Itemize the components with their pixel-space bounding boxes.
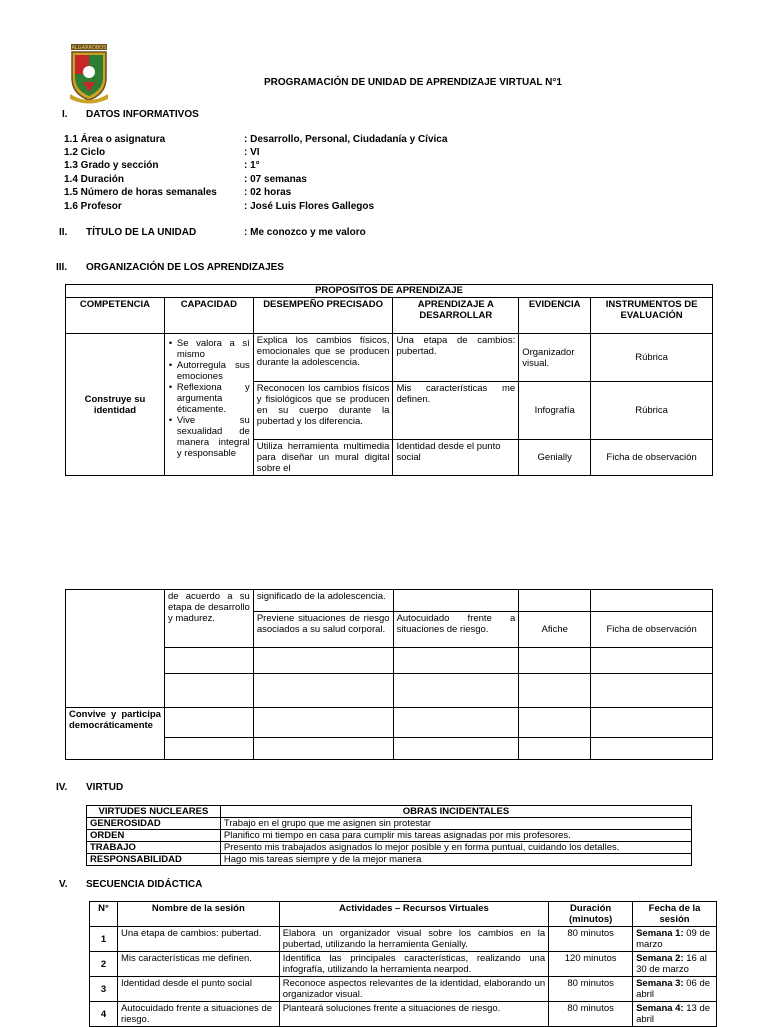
session-date xyxy=(633,977,717,1002)
session-week: Semana 2: xyxy=(636,953,684,964)
empty-cell xyxy=(253,708,393,738)
section-4-title: VIRTUD xyxy=(86,782,124,793)
unit-title-value: : Me conozco y me valoro xyxy=(244,227,366,238)
aprendizaje-cell: Una etapa de cambios: pubertad. xyxy=(393,334,519,382)
session-date-text: 06 de abril xyxy=(636,978,711,1000)
col-header-sesion: Nombre de la sesión xyxy=(117,902,279,927)
desempeno-cell: Previene situaciones de riesgo asociados a su salud corporal. xyxy=(253,612,393,648)
session-activity: Elabora un organizador visual sobre los cambios en la pubertad, utilizando la herramienta Genially. xyxy=(279,927,548,952)
virtue-name: TRABAJO xyxy=(87,842,221,854)
learning-organization-table xyxy=(65,284,713,476)
empty-cell xyxy=(519,590,591,612)
info-row-ciclo: 1.2 Ciclo : VI xyxy=(64,147,260,158)
empty-cell xyxy=(591,708,713,738)
session-name: Autocuidado frente a situaciones de riesgo. xyxy=(117,1002,279,1027)
info-row-profesor: 1.6 Profesor : José Luis Flores Gallegos xyxy=(64,201,375,212)
session-date-text: 13 de abril xyxy=(636,1003,711,1025)
section-3-title: ORGANIZACIÓN DE LOS APRENDIZAJES xyxy=(86,262,284,273)
session-date xyxy=(633,952,717,977)
empty-cell xyxy=(393,590,519,612)
section-5-title: SECUENCIA DIDÁCTICA xyxy=(86,879,203,890)
svg-text:ALGARROBOS: ALGARROBOS xyxy=(71,45,107,51)
col-header-competencia: COMPETENCIA xyxy=(66,298,165,334)
session-week: Semana 4: xyxy=(636,1003,684,1014)
virtue-name: ORDEN xyxy=(87,830,221,842)
section-3-number: III. xyxy=(56,262,68,273)
capacidad-item: • Se valora a sí mismo xyxy=(177,338,250,360)
section-2-number: II. xyxy=(59,227,68,238)
empty-cell xyxy=(164,648,253,674)
session-duration: 80 minutos xyxy=(549,977,633,1002)
session-date xyxy=(633,927,717,952)
virtue-work: Presento mis trabajados asignados lo mejor posible y en forma puntual, cuidando los detalles. xyxy=(220,842,691,854)
session-activity: Planteará soluciones frente a situaciones de riesgo. xyxy=(279,1002,548,1027)
capacidad-item: • Vive su sexualidad de manera integral y responsable xyxy=(177,415,250,459)
empty-cell xyxy=(393,674,519,708)
instrumento-cell: Rúbrica xyxy=(591,382,713,440)
col-header-obras: OBRAS INCIDENTALES xyxy=(220,806,691,818)
evidencia-cell: Infografía xyxy=(519,382,591,440)
empty-cell xyxy=(253,648,393,674)
col-header-evidencia: EVIDENCIA xyxy=(519,298,591,334)
session-week: Semana 1: xyxy=(636,928,684,939)
col-header-aprendizaje: APRENDIZAJE A DESARROLLAR xyxy=(393,298,519,334)
desempeno-cell: Explica los cambios físicos, emocionales que se producen durante la adolescencia. xyxy=(253,334,393,382)
col-header-instrumentos: INSTRUMENTOS DE EVALUACIÓN xyxy=(591,298,713,334)
col-header-numero: N° xyxy=(90,902,118,927)
didactic-sequence-table xyxy=(89,901,717,1027)
virtue-work: Trabajo en el grupo que me asignen sin protestar xyxy=(220,818,691,830)
session-date xyxy=(633,1002,717,1027)
session-name: Identidad desde el punto social xyxy=(117,977,279,1002)
evidencia-cell: Genially xyxy=(519,440,591,476)
empty-cell xyxy=(253,738,393,760)
session-number: 4 xyxy=(90,1002,118,1027)
section-1-title: DATOS INFORMATIVOS xyxy=(86,109,199,120)
info-row-area: 1.1 Área o asignatura : Desarrollo, Personal, Ciudadanía y Cívica xyxy=(64,134,448,145)
col-header-actividades: Actividades – Recursos Virtuales xyxy=(279,902,548,927)
virtue-work: Planifico mi tiempo en casa para cumplir mis tareas asignadas por mis profesores. xyxy=(220,830,691,842)
instrumento-cell: Rúbrica xyxy=(591,334,713,382)
empty-cell xyxy=(393,708,519,738)
session-activity: Reconoce aspectos relevantes de la identidad, elaborando un organizador visual. xyxy=(279,977,548,1002)
empty-cell xyxy=(393,738,519,760)
instrumento-cell: Ficha de observación xyxy=(591,612,713,648)
aprendizaje-cell: Mis características me definen. xyxy=(393,382,519,440)
table-title: PROPOSITOS DE APRENDIZAJE xyxy=(66,285,713,298)
competencia-cell: Construye su identidad xyxy=(66,334,165,476)
empty-cell xyxy=(591,674,713,708)
session-date-text: 09 de marzo xyxy=(636,928,711,950)
desempeno-cell: Reconocen los cambios físicos y fisiológicos que se producen en su cuerpo durante la pubertad y los diferencia. xyxy=(253,382,393,440)
info-row-grado: 1.3 Grado y sección : 1° xyxy=(64,160,260,171)
capacidad-cell-continued: de acuerdo a su etapa de desarrollo y madurez. xyxy=(164,590,253,648)
session-number: 3 xyxy=(90,977,118,1002)
section-4-number: IV. xyxy=(56,782,68,793)
col-header-desempeno: DESEMPEÑO PRECISADO xyxy=(253,298,393,334)
competencia-cell-2: Convive y participa democráticamente xyxy=(66,708,165,760)
session-number: 1 xyxy=(90,927,118,952)
learning-organization-table-continued xyxy=(65,589,713,760)
empty-cell xyxy=(591,738,713,760)
empty-cell xyxy=(164,708,253,738)
empty-cell xyxy=(519,708,591,738)
capacidad-item: • Reflexiona y argumenta éticamente. xyxy=(177,382,250,415)
school-seal-logo xyxy=(68,42,110,104)
empty-cell xyxy=(164,738,253,760)
empty-cell xyxy=(519,648,591,674)
session-duration: 80 minutos xyxy=(549,927,633,952)
col-header-fecha: Fecha de la sesión xyxy=(633,902,717,927)
aprendizaje-cell: Identidad desde el punto social xyxy=(393,440,519,476)
desempeno-cell: Utiliza herramienta multimedia para diseñar un mural digital sobre el xyxy=(253,440,393,476)
col-header-virtudes: VIRTUDES NUCLEARES xyxy=(87,806,221,818)
empty-cell xyxy=(253,674,393,708)
empty-cell xyxy=(519,674,591,708)
desempeno-cell-continued: significado de la adolescencia. xyxy=(253,590,393,612)
aprendizaje-cell: Autocuidado frente a situaciones de riesgo. xyxy=(393,612,519,648)
section-5-number: V. xyxy=(59,879,68,890)
capacidad-cell xyxy=(164,334,253,476)
info-row-horas: 1.5 Número de horas semanales : 02 horas xyxy=(64,187,292,198)
empty-cell xyxy=(393,648,519,674)
session-activity: Identifica las principales características, realizando una infografía, utilizando la herramienta nearpod. xyxy=(279,952,548,977)
section-2-title: TÍTULO DE LA UNIDAD xyxy=(86,227,197,238)
col-header-duracion: Duración (minutos) xyxy=(549,902,633,927)
document-title: PROGRAMACIÓN DE UNIDAD DE APRENDIZAJE VIRTUAL N°1 xyxy=(264,77,562,88)
evidencia-cell: Afiche xyxy=(519,612,591,648)
session-name: Mis características me definen. xyxy=(117,952,279,977)
empty-cell xyxy=(519,738,591,760)
capacidad-item: • Autorregula sus emociones xyxy=(177,360,250,382)
section-1-number: I. xyxy=(62,109,68,120)
session-duration: 120 minutos xyxy=(549,952,633,977)
virtue-work: Hago mis tareas siempre y de la mejor manera xyxy=(220,854,691,866)
info-row-duracion: 1.4 Duración : 07 semanas xyxy=(64,174,307,185)
instrumento-cell: Ficha de observación xyxy=(591,440,713,476)
empty-cell xyxy=(164,674,253,708)
session-week: Semana 3: xyxy=(636,978,684,989)
virtues-table xyxy=(86,805,692,866)
col-header-capacidad: CAPACIDAD xyxy=(164,298,253,334)
session-number: 2 xyxy=(90,952,118,977)
virtue-name: GENEROSIDAD xyxy=(87,818,221,830)
session-duration: 80 minutos xyxy=(549,1002,633,1027)
competencia-cell-empty xyxy=(66,590,165,708)
virtue-name: RESPONSABILIDAD xyxy=(87,854,221,866)
session-name: Una etapa de cambios: pubertad. xyxy=(117,927,279,952)
session-date-text: 16 al 30 de marzo xyxy=(636,953,707,975)
evidencia-cell: Organizador visual. xyxy=(519,334,591,382)
empty-cell xyxy=(591,648,713,674)
empty-cell xyxy=(591,590,713,612)
